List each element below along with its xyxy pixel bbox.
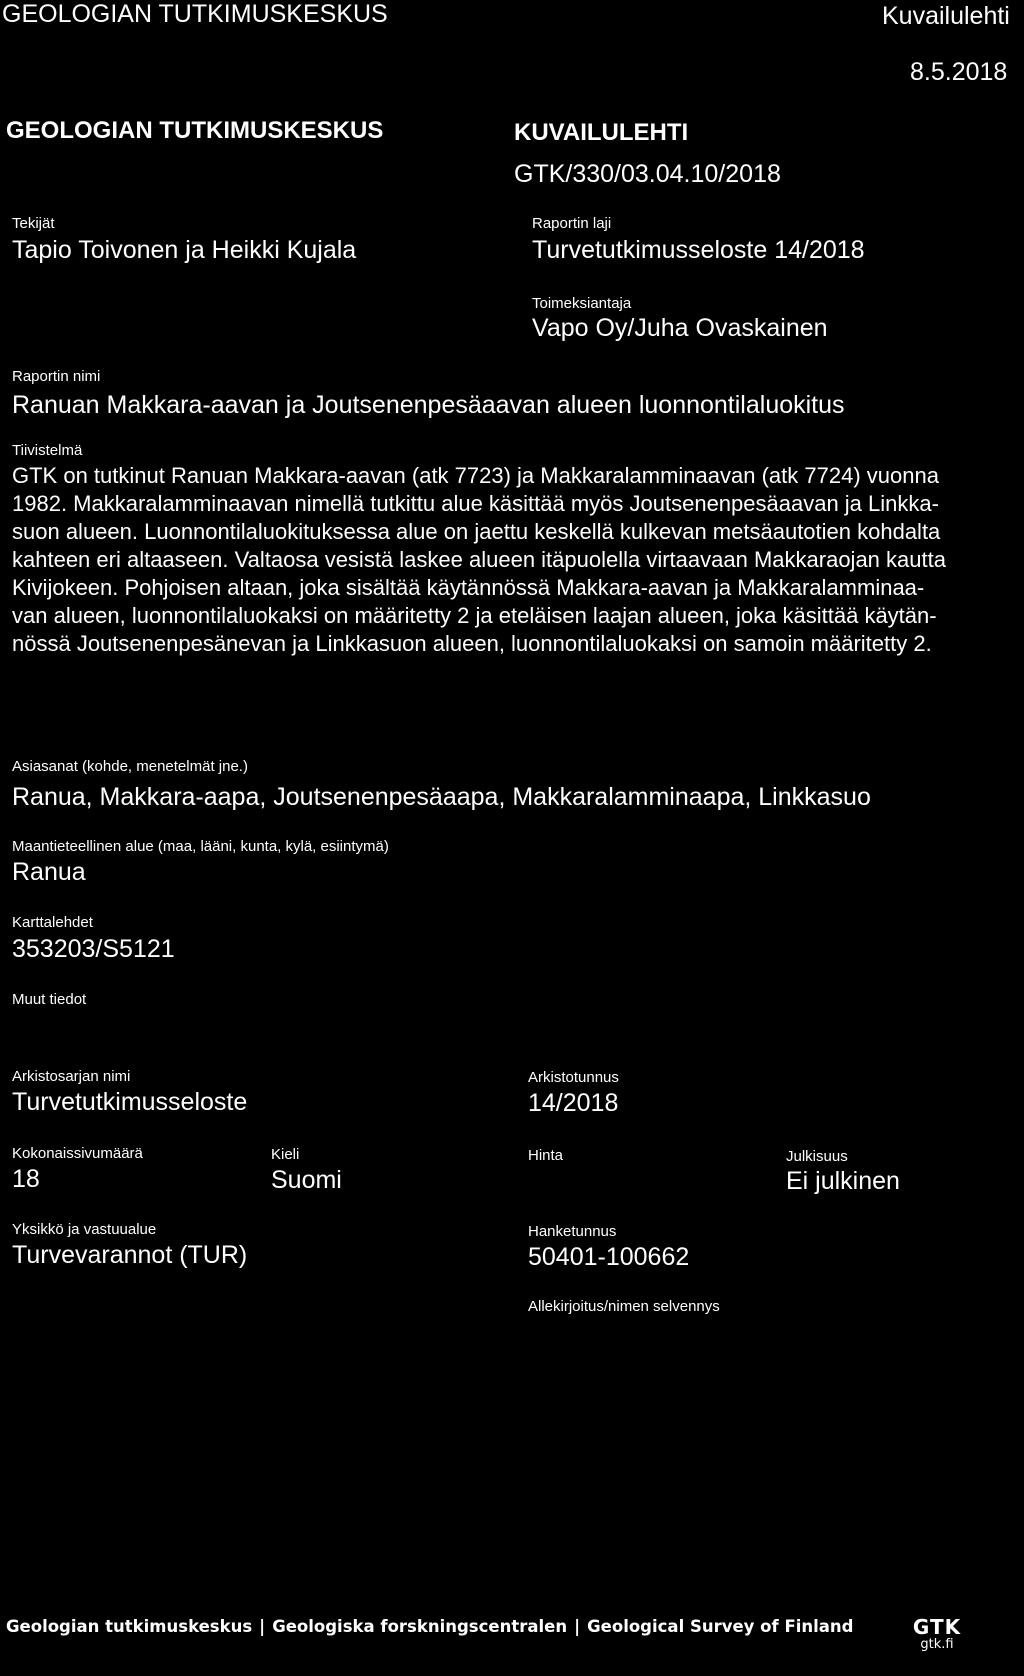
language-label: Kieli [271,1146,300,1163]
footer-name-fi: Geologian tutkimuskeskus [6,1617,253,1636]
page-count-label: Kokonaissivumäärä [12,1145,143,1162]
summary-line: 1982. Makkaralamminaavan nimellä tutkittu alue käsittää myös Joutsenenpesäaavan ja Linkka- [12,491,939,516]
page-count-value: 18 [12,1165,40,1193]
doc-id: GTK/330/03.04.10/2018 [514,160,781,188]
keywords-value: Ranua, Makkara-aapa, Joutsenenpesäaapa, Makkaralamminaapa, Linkkasuo [12,783,871,811]
map-sheets-value: 353203/S5121 [12,935,175,963]
summary-label: Tiivistelmä [12,442,83,459]
archive-id-label: Arkistotunnus [528,1069,619,1086]
footer-name-en: Geological Survey of Finland [587,1617,854,1636]
price-label: Hinta [528,1147,564,1164]
other-info-label: Muut tiedot [12,991,87,1008]
footer [6,1617,853,1636]
series-name-value: Turvetutkimusseloste [12,1088,248,1116]
header-date: 8.5.2018 [910,58,1008,86]
region-label: Maantieteellinen alue (maa, lääni, kunta, kylä, esiintymä) [12,838,389,855]
footer-separator: | [574,1617,581,1636]
header-doc-type: Kuvailulehti [882,2,1010,30]
summary-line: GTK on tutkinut Ranuan Makkara-aavan (atk 7723) ja Makkaralamminaavan (atk 7724) vuonna [12,463,939,488]
gtk-logo-text: GTK [912,1615,962,1639]
report-type-value: Turvetutkimusseloste 14/2018 [532,236,865,264]
keywords-label: Asiasanat (kohde, menetelmät jne.) [12,758,248,775]
project-code-value: 50401-100662 [528,1243,690,1271]
footer-name-sv: Geologiska forskningscentralen [272,1617,568,1636]
gtk-logo [907,1615,967,1652]
summary-line: suon alueen. Luonnontilaluokituksessa alue on jaettu keskellä kulkevan metsäautotien kohdalta [12,519,941,544]
region-value: Ranua [12,858,86,886]
report-name-value: Ranuan Makkara-aavan ja Joutsenenpesäaavan alueen luonnontilaluokitus [12,391,845,419]
publicity-value: Ei julkinen [786,1167,900,1195]
summary-line: van alueen, luonnontilaluokaksi on määritetty 2 ja eteläisen laajan alueen, joka käsittää käytän- [12,603,937,628]
summary-line: nössä Joutsenenpesänevan ja Linkkasuon alueen, luonnontilaluokaksi on samoin määritetty 2. [12,631,932,656]
authors-value: Tapio Toivonen ja Heikki Kujala [12,236,357,264]
map-sheets-label: Karttalehdet [12,914,93,931]
unit-label: Yksikkö ja vastuualue [12,1221,157,1238]
title-org: GEOLOGIAN TUTKIMUSKESKUS [6,117,384,144]
title-doc-type: KUVAILULEHTI [514,119,689,146]
report-name-label: Raportin nimi [12,368,101,385]
signature-label: Allekirjoitus/nimen selvennys [528,1298,720,1315]
footer-separator: | [259,1617,266,1636]
summary-text [12,462,1022,658]
commissioner-value: Vapo Oy/Juha Ovaskainen [532,314,828,342]
project-code-label: Hanketunnus [528,1223,617,1240]
summary-line: Kivijokeen. Pohjoisen altaan, joka sisältää käytännössä Makkara-aavan ja Makkaralamminaa- [12,575,925,600]
series-name-label: Arkistosarjan nimi [12,1068,131,1085]
publicity-label: Julkisuus [786,1148,848,1165]
report-type-label: Raportin laji [532,215,612,232]
authors-label: Tekijät [12,215,55,232]
unit-value: Turvevarannot (TUR) [12,1241,248,1269]
summary-line: kahteen eri altaaseen. Valtaosa vesistä laskee alueen itäpuolella virtaavaan Makkaraojan kautta [12,547,946,572]
gtk-url: gtk.fi [920,1637,954,1652]
header-org: GEOLOGIAN TUTKIMUSKESKUS [2,0,388,28]
archive-id-value: 14/2018 [528,1089,619,1117]
language-value: Suomi [271,1166,342,1194]
commissioner-label: Toimeksiantaja [532,295,632,312]
